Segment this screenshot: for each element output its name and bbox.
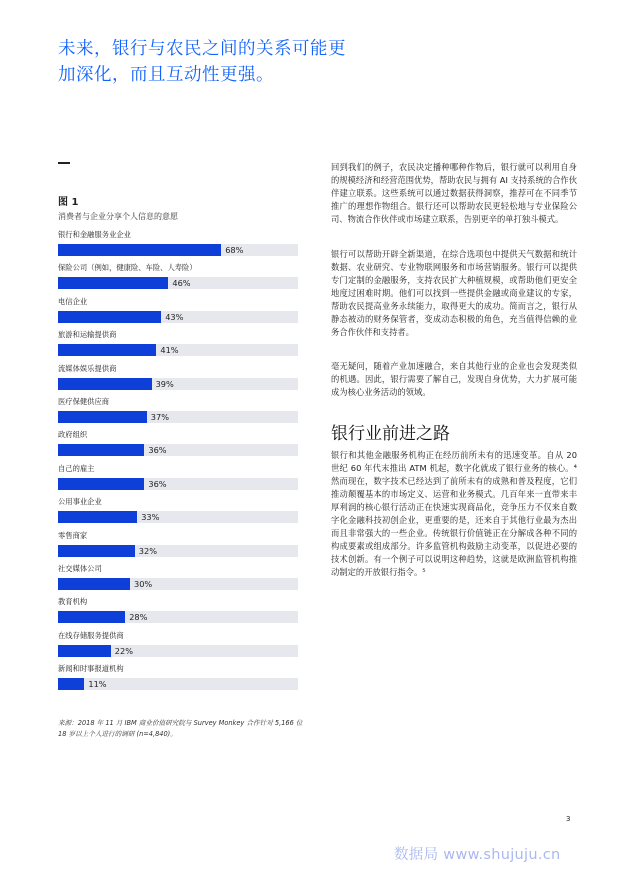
value-label: 43%: [165, 311, 184, 322]
value-label: 32%: [138, 545, 157, 556]
category-label: 保险公司（例如，健康险、车险、人寿险）: [58, 263, 197, 273]
chart-row: [58, 230, 303, 263]
category-label: 流媒体娱乐提供商: [58, 363, 117, 373]
category-label: 电信企业: [58, 296, 88, 306]
value-label: 68%: [225, 245, 244, 255]
figure-title: 消费者与企业分享个人信息的意愿: [58, 212, 178, 221]
category-label: 零售商家: [58, 530, 88, 540]
value-label: 37%: [150, 412, 169, 422]
section-title: 银行业前进之路: [331, 424, 450, 444]
chart-row: [58, 664, 303, 697]
chart-row: [58, 464, 303, 497]
category-label: 医疗保健供应商: [58, 397, 110, 406]
value-label: 36%: [148, 478, 167, 489]
figure-source: 来源：2018 年 11 月 IBM 商业价值研究院与 Survey Monkey 合作针对 5,166 位 18 岁以上个人进行的调研 (n=4,840)。: [58, 719, 303, 738]
bar: [58, 611, 125, 623]
category-label: 银行和金融服务业企业: [58, 230, 131, 239]
category-label: 新闻和时事报道机构: [58, 664, 124, 674]
bar: [58, 511, 137, 523]
value-label: 39%: [155, 378, 174, 389]
bar: [58, 277, 168, 289]
bar: [58, 678, 84, 690]
value-label: 46%: [172, 278, 191, 289]
chart-row: [58, 564, 303, 597]
bar: [58, 645, 111, 657]
bar-chart: [58, 230, 303, 710]
chart-row: [58, 397, 303, 430]
category-label: 社交媒体公司: [58, 564, 102, 573]
figure-label: 图 1: [58, 197, 79, 208]
body-paragraph-2: 银行可以帮助开辟全新渠道，在综合选项包中提供天气数据和统计数据、农业研究、专业物联网服务和市场营销服务。银行可以提供专门定制的金融服务，支持农民扩大种植规模，或帮助他们更安全地度过困难时期。他们可以找到一些提供金融或商业建议的专家，帮助农民提高业务永续能力，取得更大的成功。简而言之，银行从静态被动的财务保管者，变成动态积极的角色，充当值得信赖的业务合作伙伴和支持者。: [331, 249, 577, 337]
value-label: 36%: [148, 445, 167, 456]
category-label: 公用事业企业: [58, 497, 102, 507]
chart-row: [58, 430, 303, 463]
bar: [58, 411, 147, 423]
bar: [58, 478, 144, 490]
bar: [58, 578, 130, 590]
page-number: 3: [566, 815, 571, 823]
divider-dash: [58, 162, 70, 164]
value-label: 11%: [88, 679, 107, 690]
value-label: 41%: [160, 345, 179, 356]
category-label: 在线存储服务提供商: [58, 630, 124, 640]
chart-row: [58, 531, 303, 564]
body-paragraph-4: 银行和其他金融服务机构正在经历前所未有的迅速变革。自从 20 世纪 60 年代末推出 ATM 机起，数字化就成了银行业务的核心。⁴ 然而现在，数字技术已经达到了前所未有的成熟和普及程度，它们推动颠覆基本的市场定义、运营和业务模式。几百年来一直带来丰厚利润的核心银行活动正在快速实现商品化，竞争压力不仅来自数字化金融科技初创企业，更重要的是，还来自于其他行业最为杰出而且非常强大的一些企业。传统银行价值链正在分解成各种不同的构成要素或组成部分。许多监管机构鼓励主动变革，以促进必要的技术创新。有一个例子可以说明这种趋势，这就是欧洲监管机构推动制定的开放银行指令。⁵: [331, 450, 577, 577]
chart-row: [58, 297, 303, 330]
bar: [58, 344, 156, 356]
body-paragraph-3: 毫无疑问，随着产业加速融合，来自其他行业的企业也会发现类似的机遇。因此，银行需要了解自己，发现自身优势，大力扩展可能成为核心业务活动的领域。: [331, 361, 577, 397]
watermark: 数据局 www.shujuju.cn: [394, 847, 561, 863]
bar: [58, 378, 152, 390]
chart-row: [58, 330, 303, 363]
chart-row: [58, 364, 303, 397]
category-label: 政府组织: [58, 430, 88, 440]
category-label: 旅游和运输提供商: [58, 330, 117, 340]
bar: [58, 244, 221, 256]
category-label: 自己的雇主: [58, 463, 95, 473]
chart-row: [58, 497, 303, 530]
body-paragraph-1: 回到我们的例子，农民决定播种哪种作物后，银行就可以利用自身的规模经济和经营范围优势，帮助农民与拥有 AI 支持系统的合作伙伴建立联系。这些系统可以通过数据获得洞察，推荐可在不同季节推广的理想作物组合。银行还可以帮助农民更轻松地与专业保险公司、物流合作伙伴或市场建立联系，告别更辛的单打独斗模式。: [331, 162, 577, 224]
value-label: 22%: [114, 645, 133, 656]
headline: 未来，银行与农民之间的关系可能更加深化，而且互动性更强。: [58, 39, 346, 85]
value-label: 28%: [129, 612, 148, 623]
value-label: 33%: [141, 512, 160, 523]
value-label: 30%: [134, 579, 153, 589]
chart-row: [58, 263, 303, 296]
chart-row: [58, 631, 303, 664]
bar: [58, 311, 161, 323]
chart-row: [58, 597, 303, 630]
bar: [58, 545, 135, 557]
bar: [58, 444, 144, 456]
category-label: 教育机构: [58, 597, 88, 607]
